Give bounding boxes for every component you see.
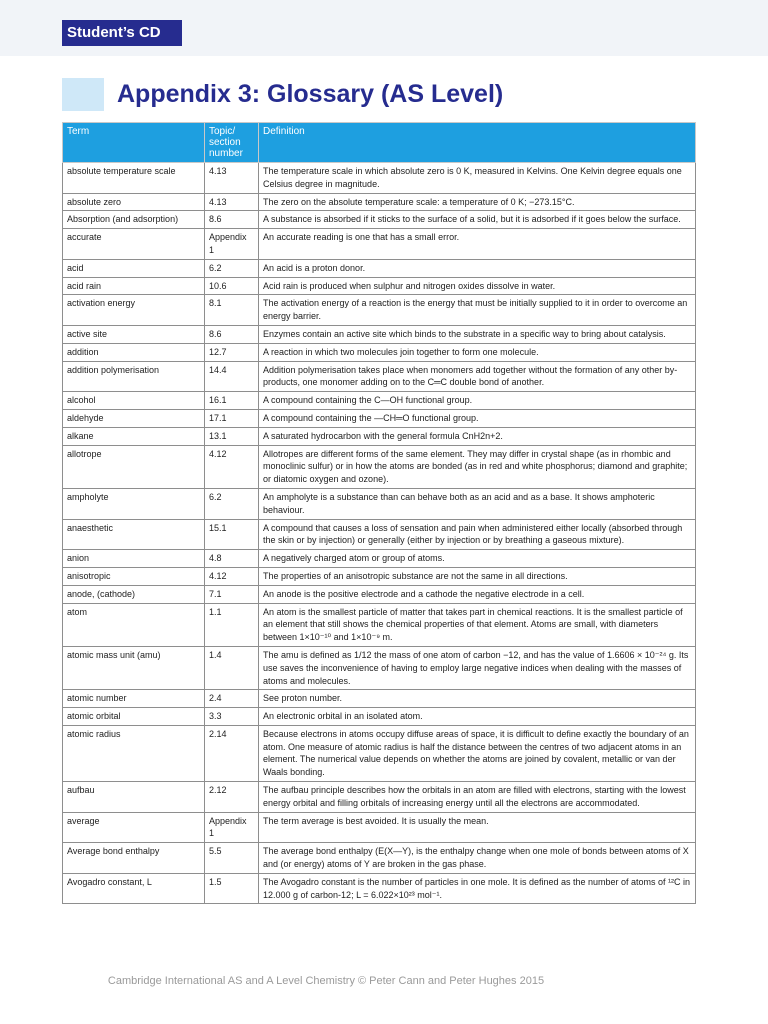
topic-cell: Appendix 1: [205, 812, 259, 843]
term-cell: atomic number: [63, 690, 205, 708]
definition-cell: See proton number.: [259, 690, 696, 708]
table-row: [63, 708, 696, 726]
glossary-body: [63, 163, 696, 904]
term-cell: anion: [63, 550, 205, 568]
table-row: [63, 519, 696, 550]
definition-cell: An acid is a proton donor.: [259, 259, 696, 277]
table-row: [63, 193, 696, 211]
term-cell: acid rain: [63, 277, 205, 295]
topic-cell: 4.12: [205, 567, 259, 585]
term-cell: aufbau: [63, 782, 205, 813]
definition-cell: A compound that causes a loss of sensation and pain when administered either locally (absorbed through the skin or by injection) or generally (either by injection or by breathing a gaseous mixture).: [259, 519, 696, 550]
definition-cell: A reaction in which two molecules join together to form one molecule.: [259, 343, 696, 361]
header-definition: Definition: [259, 123, 696, 163]
glossary-table: [62, 122, 696, 904]
table-row: [63, 843, 696, 874]
table-row: [63, 229, 696, 260]
table-row: [63, 445, 696, 488]
table-row: [63, 646, 696, 689]
table-row: [63, 211, 696, 229]
term-cell: anisotropic: [63, 567, 205, 585]
table-row: [63, 361, 696, 392]
topic-cell: 1.1: [205, 603, 259, 646]
topic-cell: 6.2: [205, 488, 259, 519]
table-row: [63, 259, 696, 277]
topic-cell: 17.1: [205, 409, 259, 427]
definition-cell: The Avogadro constant is the number of particles in one mole. It is defined as the number of atoms of ¹²C in 12.000 g of carbon-12; L = 6.022×10²³ mol⁻¹.: [259, 873, 696, 904]
term-cell: atomic orbital: [63, 708, 205, 726]
table-row: [63, 603, 696, 646]
table-row: [63, 488, 696, 519]
definition-cell: Because electrons in atoms occupy diffuse areas of space, it is difficult to define exactly the boundary of an atom. One measure of atomic radius is half the distance between the centres of two adjacent atoms in an element. The numerical value depends on whether the atoms are joined by covalent, metallic or van der Waals bonding.: [259, 725, 696, 781]
term-cell: alcohol: [63, 392, 205, 410]
term-cell: Average bond enthalpy: [63, 843, 205, 874]
definition-cell: The properties of an anisotropic substance are not the same in all directions.: [259, 567, 696, 585]
topic-cell: 8.6: [205, 211, 259, 229]
topic-cell: 8.6: [205, 325, 259, 343]
definition-cell: An anode is the positive electrode and a cathode the negative electrode in a cell.: [259, 585, 696, 603]
term-cell: accurate: [63, 229, 205, 260]
definition-cell: The amu is defined as 1/12 the mass of one atom of carbon −12, and has the value of 1.6606 × 10⁻²⁴ g. Its use saves the inconvenience of having to employ large negative indices when dealing with the masses of atoms and molecules.: [259, 646, 696, 689]
topic-cell: 5.5: [205, 843, 259, 874]
table-row: [63, 725, 696, 781]
definition-cell: A negatively charged atom or group of atoms.: [259, 550, 696, 568]
table-row: [63, 427, 696, 445]
definition-cell: A compound containing the —CH═O functional group.: [259, 409, 696, 427]
definition-cell: The zero on the absolute temperature scale: a temperature of 0 K; −273.15°C.: [259, 193, 696, 211]
term-cell: atomic radius: [63, 725, 205, 781]
term-cell: addition: [63, 343, 205, 361]
table-row: [63, 585, 696, 603]
topic-cell: Appendix 1: [205, 229, 259, 260]
table-row: [63, 550, 696, 568]
definition-cell: The aufbau principle describes how the orbitals in an atom are filled with electrons, starting with the lowest energy orbital and filling orbitals of increasing energy until all the electrons are accommodated.: [259, 782, 696, 813]
table-row: [63, 409, 696, 427]
table-row: [63, 277, 696, 295]
definition-cell: The term average is best avoided. It is usually the mean.: [259, 812, 696, 843]
table-row: [63, 873, 696, 904]
term-cell: anode, (cathode): [63, 585, 205, 603]
definition-cell: The activation energy of a reaction is the energy that must be initially supplied to it in order to overcome an energy barrier.: [259, 295, 696, 326]
topic-cell: 2.12: [205, 782, 259, 813]
definition-cell: An ampholyte is a substance than can behave both as an acid and as a base. It shows amphoteric behaviour.: [259, 488, 696, 519]
table-row: [63, 325, 696, 343]
definition-cell: A saturated hydrocarbon with the general formula CnH2n+2.: [259, 427, 696, 445]
term-cell: atomic mass unit (amu): [63, 646, 205, 689]
topic-cell: 12.7: [205, 343, 259, 361]
term-cell: average: [63, 812, 205, 843]
table-header-row: [63, 123, 696, 163]
table-row: [63, 295, 696, 326]
header-term: Term: [63, 123, 205, 163]
table-row: [63, 343, 696, 361]
topic-cell: 16.1: [205, 392, 259, 410]
topic-cell: 2.14: [205, 725, 259, 781]
table-row: [63, 392, 696, 410]
topic-cell: 1.5: [205, 873, 259, 904]
term-cell: active site: [63, 325, 205, 343]
table-row: [63, 812, 696, 843]
term-cell: addition polymerisation: [63, 361, 205, 392]
topic-cell: 8.1: [205, 295, 259, 326]
term-cell: activation energy: [63, 295, 205, 326]
table-row: [63, 163, 696, 194]
topic-cell: 4.12: [205, 445, 259, 488]
definition-cell: A compound containing the C—OH functional group.: [259, 392, 696, 410]
term-cell: Avogadro constant, L: [63, 873, 205, 904]
table-row: [63, 690, 696, 708]
header-topic: Topic/ section number: [205, 123, 259, 163]
definition-cell: Enzymes contain an active site which binds to the substrate in a specific way to bring about catalysis.: [259, 325, 696, 343]
table-row: [63, 782, 696, 813]
term-cell: acid: [63, 259, 205, 277]
term-cell: Absorption (and adsorption): [63, 211, 205, 229]
topic-cell: 13.1: [205, 427, 259, 445]
definition-cell: Addition polymerisation takes place when monomers add together without the formation of any other by-products, one monomer adding on to the C═C double bond of another.: [259, 361, 696, 392]
definition-cell: An atom is the smallest particle of matter that takes part in chemical reactions. It is the smallest particle of an element that still shows the chemical properties of that element. Atoms are small, with diameters between 1×10⁻¹⁰ and 1×10⁻⁹ m.: [259, 603, 696, 646]
definition-cell: The average bond enthalpy (E(X—Y), is the enthalpy change when one mole of bonds between atoms of X and (or energy) atoms of Y are broken in the gas phase.: [259, 843, 696, 874]
definition-cell: A substance is absorbed if it sticks to the surface of a solid, but it is adsorbed if it goes below the surface.: [259, 211, 696, 229]
term-cell: atom: [63, 603, 205, 646]
topic-cell: 6.2: [205, 259, 259, 277]
topic-cell: 2.4: [205, 690, 259, 708]
page-title: Appendix 3: Glossary (AS Level): [117, 80, 504, 108]
topic-cell: 4.13: [205, 193, 259, 211]
topic-cell: 15.1: [205, 519, 259, 550]
topic-cell: 3.3: [205, 708, 259, 726]
definition-cell: Allotropes are different forms of the same element. They may differ in crystal shape (as in rhombic and monoclinic sulfur) or in how the atoms are bonded (as in red and white phosphorus; diamond and graphite; or diatomic oxygen and ozone).: [259, 445, 696, 488]
term-cell: aldehyde: [63, 409, 205, 427]
topic-cell: 4.13: [205, 163, 259, 194]
term-cell: absolute temperature scale: [63, 163, 205, 194]
term-cell: absolute zero: [63, 193, 205, 211]
term-cell: ampholyte: [63, 488, 205, 519]
topic-cell: 4.8: [205, 550, 259, 568]
topic-cell: 1.4: [205, 646, 259, 689]
footer-copyright: Cambridge International AS and A Level Chemistry © Peter Cann and Peter Hughes 2015: [107, 975, 545, 987]
definition-cell: Acid rain is produced when sulphur and nitrogen oxides dissolve in water.: [259, 277, 696, 295]
definition-cell: The temperature scale in which absolute zero is 0 K, measured in Kelvins. One Kelvin degree equals one Celsius degree in magnitude.: [259, 163, 696, 194]
definition-cell: An accurate reading is one that has a small error.: [259, 229, 696, 260]
topic-cell: 10.6: [205, 277, 259, 295]
students-cd-badge: Student’s CD: [62, 20, 182, 46]
term-cell: allotrope: [63, 445, 205, 488]
title-accent-block: [62, 78, 104, 111]
table-row: [63, 567, 696, 585]
topic-cell: 7.1: [205, 585, 259, 603]
term-cell: alkane: [63, 427, 205, 445]
topic-cell: 14.4: [205, 361, 259, 392]
definition-cell: An electronic orbital in an isolated atom.: [259, 708, 696, 726]
term-cell: anaesthetic: [63, 519, 205, 550]
